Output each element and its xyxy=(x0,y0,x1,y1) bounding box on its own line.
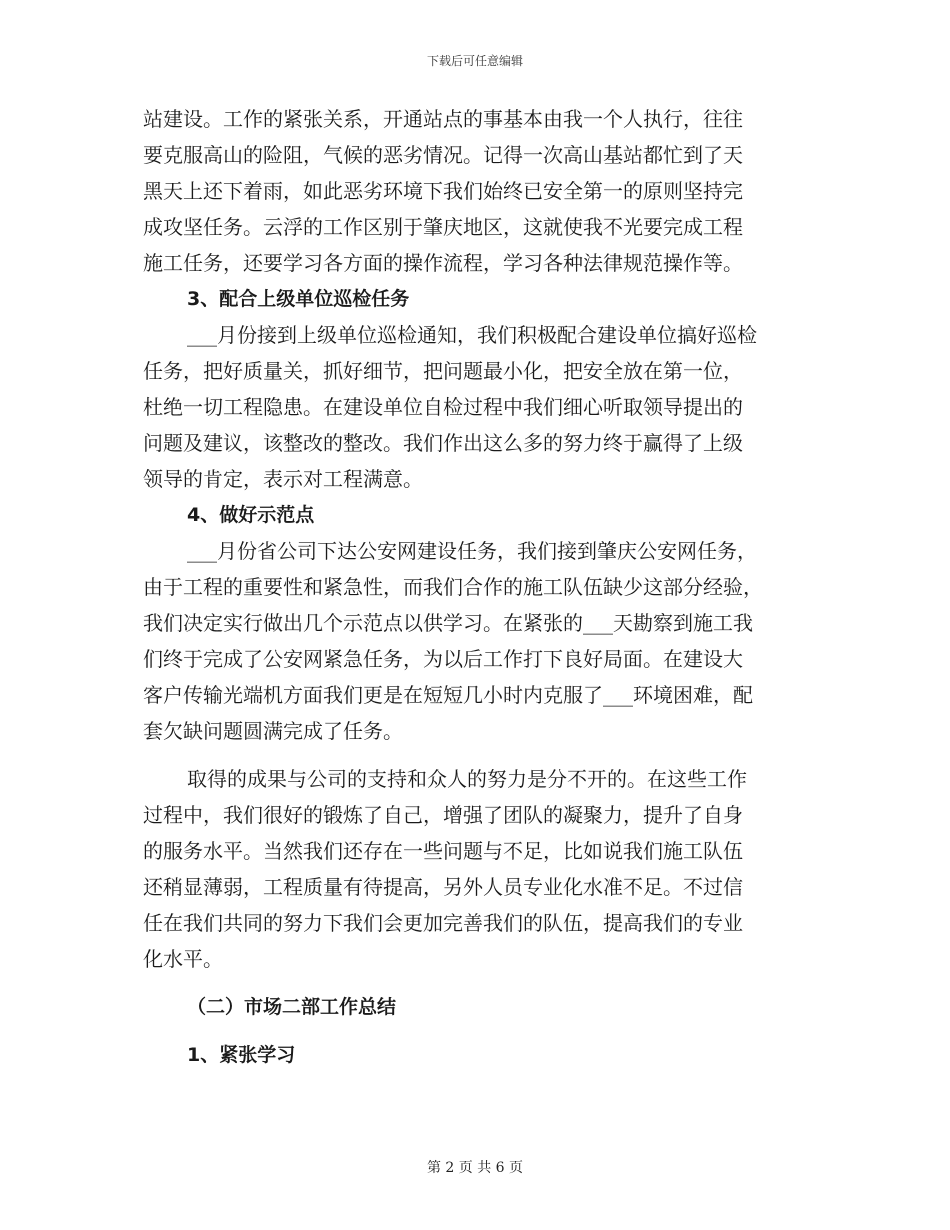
page-header: 下载后可任意编辑 xyxy=(426,54,523,68)
text-line: 套欠缺问题圆满完成了任务。 xyxy=(143,719,403,743)
text-line: ___月份接到上级单位巡检通知，我们积极配合建设单位搞好巡检 xyxy=(187,323,757,347)
text-line: 成攻坚任务。云浮的工作区别于肇庆地区，这就使我不光要完成工程 xyxy=(143,215,743,239)
text-line: 我们决定实行做出几个示范点以供学习。在紧张的___天勘察到施工我 xyxy=(143,611,753,635)
section-heading: 4、做好示范点 xyxy=(187,504,315,526)
text-line: 们终于完成了公安网紧急任务，为以后工作打下良好局面。在建设大 xyxy=(143,647,743,671)
text-line: 问题及建议，该整改的整改。我们作出这么多的努力终于赢得了上级 xyxy=(143,431,743,455)
text-line: 过程中，我们很好的锻炼了自己，增强了团队的凝聚力，提升了自身 xyxy=(143,803,743,827)
section-heading: 1、紧张学习 xyxy=(187,1044,296,1066)
text-line: 由于工程的重要性和紧急性，而我们合作的施工队伍缺少这部分经验， xyxy=(143,575,763,599)
text-line: 领导的肯定，表示对工程满意。 xyxy=(143,467,423,491)
page-number: 第 2 页 共 6 页 xyxy=(426,1160,524,1176)
text-line: ___月份省公司下达公安网建设任务，我们接到肇庆公安网任务， xyxy=(187,539,757,563)
text-line: 的服务水平。当然我们还存在一些问题与不足，比如说我们施工队伍 xyxy=(143,839,743,863)
section-heading: 3、配合上级单位巡检任务 xyxy=(187,288,410,310)
text-line: 化水平。 xyxy=(143,947,223,971)
text-line: 客户传输光端机方面我们更是在短短几小时内克服了___环境困难，配 xyxy=(143,683,753,707)
text-line: 任在我们共同的努力下我们会更加完善我们的队伍，提高我们的专业 xyxy=(143,911,743,935)
text-line: 站建设。工作的紧张关系，开通站点的事基本由我一个人执行，往往 xyxy=(143,107,743,131)
text-line: 黑天上还下着雨，如此恶劣环境下我们始终已安全第一的原则坚持完 xyxy=(143,179,743,203)
document-body xyxy=(143,101,803,1073)
text-line: 杜绝一切工程隐患。在建设单位自检过程中我们细心听取领导提出的 xyxy=(143,395,743,419)
text-line: 取得的成果与公司的支持和众人的努力是分不开的。在这些工作 xyxy=(187,767,747,791)
text-line: 施工任务，还要学习各方面的操作流程，学习各种法律规范操作等。 xyxy=(143,251,743,275)
section-heading: （二）市场二部工作总结 xyxy=(187,996,397,1018)
text-line: 要克服高山的险阻，气候的恶劣情况。记得一次高山基站都忙到了天 xyxy=(143,143,743,167)
text-line: 还稍显薄弱，工程质量有待提高，另外人员专业化水准不足。不过信 xyxy=(143,875,743,899)
text-line: 任务，把好质量关，抓好细节，把问题最小化，把安全放在第一位， xyxy=(143,359,743,383)
